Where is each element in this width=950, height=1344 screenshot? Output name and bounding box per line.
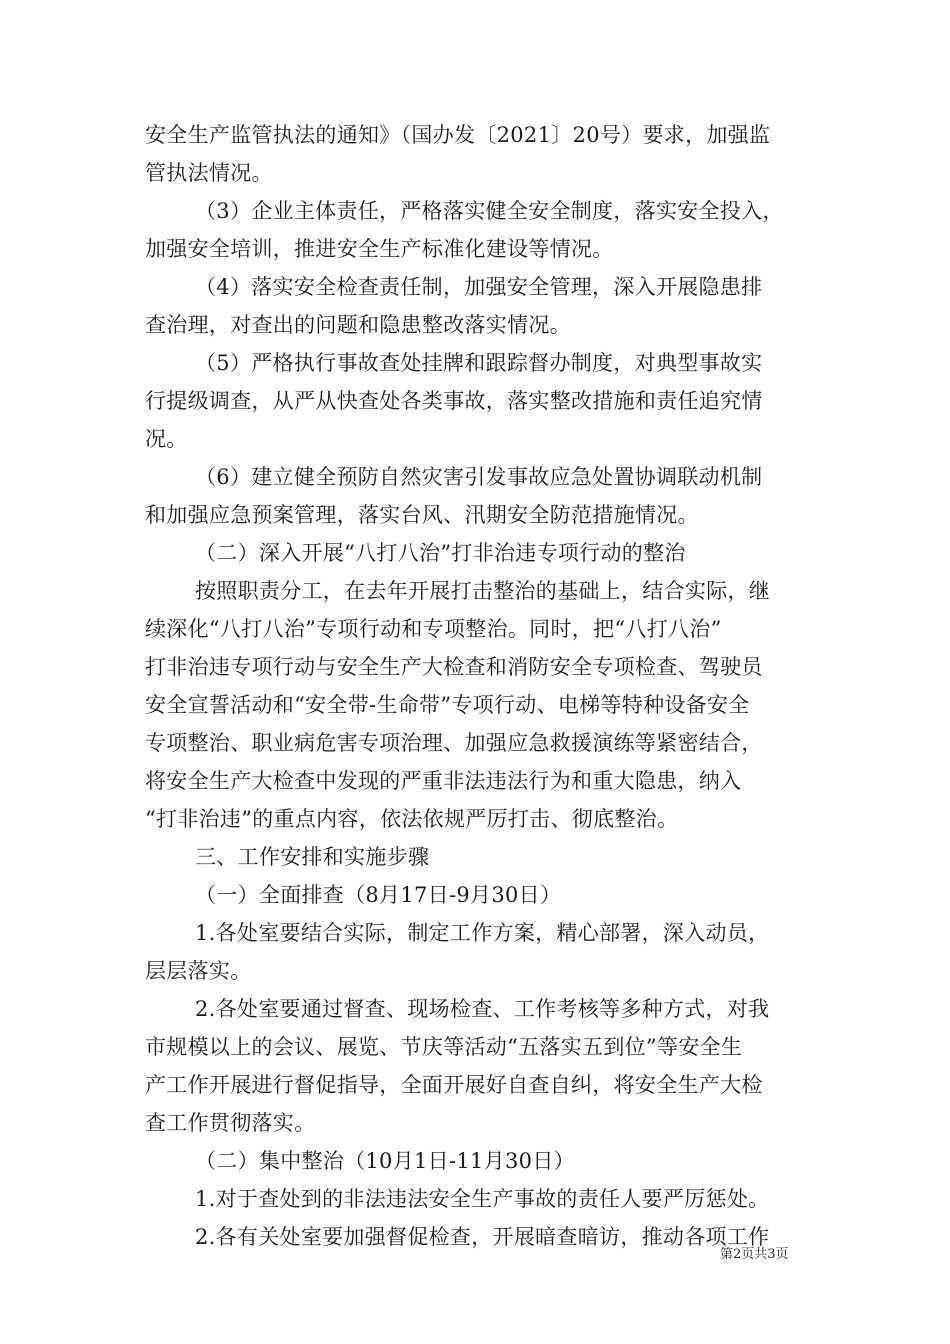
text-line: （6）建立健全预防自然灾害引发事故应急处置协调联动机制 xyxy=(195,465,763,489)
section-heading: 三、工作安排和实施步骤 xyxy=(195,845,430,869)
page-number: 第2页共3页 xyxy=(720,1247,789,1262)
text-line: （4）落实安全检查责任制，加强安全管理，深入开展隐患排 xyxy=(195,275,763,299)
text-line: 专项整治、职业病危害专项治理、加强应急救援演练等紧密结合， xyxy=(145,731,763,755)
text-line: 1.对于查处到的非法违法安全生产事故的责任人要严厉惩处。 xyxy=(195,1187,770,1211)
section-heading: （二）集中整治（10月1日-11月30日） xyxy=(195,1149,575,1173)
text-line: 安全宣誓活动和“安全带-生命带”专项行动、电梯等特种设备安全 xyxy=(145,693,750,717)
text-line: 2.各处室要通过督查、现场检查、工作考核等多种方式，对我 xyxy=(195,997,770,1021)
text-line: 查工作贯彻落实。 xyxy=(145,1111,316,1135)
text-line: 产工作开展进行督促指导，全面开展好自查自纠，将安全生产大检 xyxy=(145,1073,763,1097)
text-line: 和加强应急预案管理，落实台风、汛期安全防范措施情况。 xyxy=(145,503,699,527)
text-line: 安全生产监管执法的通知》（国办发〔2021〕20号）要求，加强监 xyxy=(145,123,771,147)
section-heading: （二）深入开展“八打八治”打非治违专项行动的整治 xyxy=(195,541,686,565)
text-line: 2.各有关处室要加强督促检查，开展暗查暗访，推动各项工作 xyxy=(195,1225,770,1249)
text-line: （5）严格执行事故查处挂牌和跟踪督办制度，对典型事故实 xyxy=(195,351,763,375)
text-line: 加强安全培训，推进安全生产标准化建设等情况。 xyxy=(145,237,614,261)
text-line: 况。 xyxy=(145,427,188,451)
text-line: 按照职责分工，在去年开展打击整治的基础上，结合实际，继 xyxy=(195,579,771,603)
section-heading: （一）全面排查（8月17日-9月30日） xyxy=(195,883,562,907)
text-line: 查治理，对查出的问题和隐患整改落实情况。 xyxy=(145,313,571,337)
text-line: 层层落实。 xyxy=(145,959,252,983)
text-line: 1.各处室要结合实际，制定工作方案，精心部署，深入动员， xyxy=(195,921,770,945)
text-line: 市规模以上的会议、展览、节庆等活动“五落实五到位”等安全生 xyxy=(145,1035,743,1059)
text-line: （3）企业主体责任，严格落实健全安全制度，落实安全投入， xyxy=(195,199,784,223)
text-line: “打非治违”的重点内容，依法依规严厉打击、彻底整治。 xyxy=(145,807,679,831)
text-line: 将安全生产大检查中发现的严重非法违法行为和重大隐患，纳入 xyxy=(145,769,742,793)
text-line: 续深化“八打八治”专项行动和专项整治。同时，把“八打八治” xyxy=(145,617,722,641)
text-line: 打非治违专项行动与安全生产大检查和消防安全专项检查、驾驶员 xyxy=(145,655,763,679)
text-line: 管执法情况。 xyxy=(145,161,273,185)
text-line: 行提级调查，从严从快查处各类事故，落实整改措施和责任追究情 xyxy=(145,389,763,413)
